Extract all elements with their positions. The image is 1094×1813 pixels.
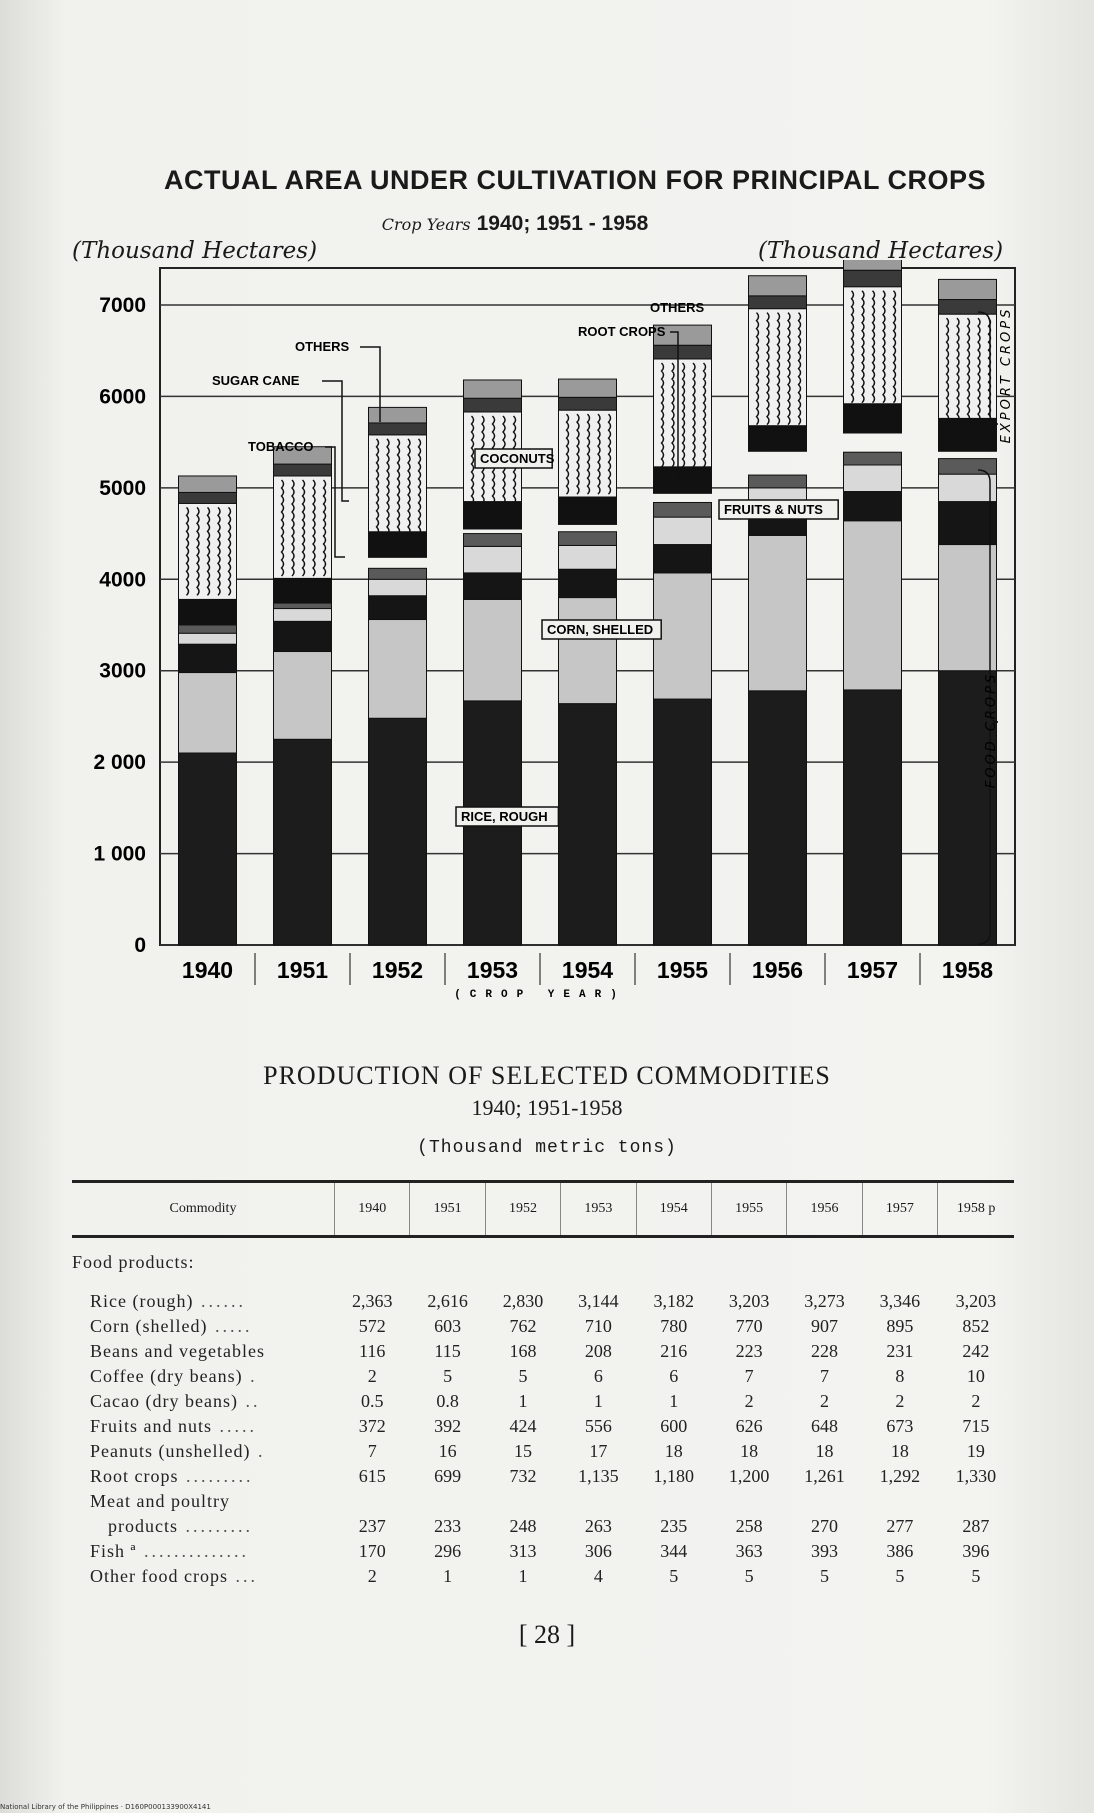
table-cell: 3,273: [804, 1291, 845, 1311]
table-cell: 6: [669, 1366, 679, 1386]
bar-segment: [844, 465, 902, 492]
table-cell: 732: [509, 1466, 537, 1486]
row-label: [72, 1314, 335, 1339]
y-tick-label: 4000: [99, 568, 146, 592]
commodities-unit: (Thousand metric tons): [417, 1138, 677, 1158]
table-cell: 16: [438, 1441, 457, 1461]
table-cell: 852: [962, 1316, 990, 1336]
bar-segment: [369, 579, 427, 595]
table-cell: 2: [895, 1391, 905, 1411]
row-label-text: Fish ª: [90, 1541, 137, 1561]
table-cell: 699: [434, 1466, 462, 1486]
bar-segment: [844, 270, 902, 286]
table-cell: 648: [811, 1416, 839, 1436]
table-cell: [787, 1489, 862, 1514]
bar-segment: [939, 459, 997, 475]
header-year: 1956: [787, 1182, 862, 1237]
table-cell: [561, 1489, 636, 1514]
header-year: 1953: [561, 1182, 636, 1237]
bar-segment: [844, 404, 902, 433]
table-row: [72, 1439, 1014, 1464]
bar-segment: [559, 532, 617, 546]
bar-segment: [179, 633, 237, 644]
annotation-others-export: OTHERS: [295, 339, 350, 354]
table-cell: 673: [886, 1416, 914, 1436]
bar-segment: [749, 426, 807, 452]
export-crops-label: EXPORT CROPS: [999, 306, 1014, 444]
table-cell: 18: [664, 1441, 683, 1461]
x-tick-label: 1954: [561, 957, 614, 983]
table-cell: 17: [589, 1441, 608, 1461]
table-cell: 3,144: [578, 1291, 619, 1311]
chart-subtitle-years: 1940; 1951 - 1958: [476, 212, 649, 235]
bar-segment: [464, 573, 522, 600]
bar-segment: [654, 545, 712, 573]
commodities-years: 1940; 1951-1958: [471, 1095, 623, 1120]
table-cell: 780: [660, 1316, 688, 1336]
table-cell: 396: [962, 1541, 990, 1561]
bar-segment: [464, 502, 522, 529]
table-cell: 392: [434, 1416, 462, 1436]
y-tick-label: 0: [134, 934, 146, 957]
bar-segment: [274, 652, 332, 740]
row-label: [72, 1364, 335, 1389]
table-cell: 1: [443, 1566, 453, 1586]
x-axis-label: (CROP YEAR): [454, 989, 626, 1001]
table-cell: 4: [593, 1566, 603, 1586]
table-cell: 1: [593, 1391, 603, 1411]
annotation-sugar-cane: SUGAR CANE: [212, 373, 300, 388]
table-cell: [410, 1489, 485, 1514]
bar-segment: [464, 398, 522, 412]
table-cell: 5: [744, 1566, 754, 1586]
table-cell: 270: [811, 1516, 839, 1536]
bar-segment: [369, 568, 427, 579]
table-row: [72, 1389, 1014, 1414]
commodities-table: [72, 1180, 1014, 1589]
table-cell: 242: [962, 1341, 990, 1361]
table-cell: 168: [509, 1341, 537, 1361]
table-cell: 18: [890, 1441, 909, 1461]
table-row: [72, 1489, 1014, 1514]
bar-segment: [749, 276, 807, 296]
bar-segment: [369, 532, 427, 558]
x-tick-label: 1956: [751, 957, 804, 983]
row-label-text: Coffee (dry beans): [90, 1366, 243, 1386]
table-cell: 2,363: [351, 1291, 393, 1311]
y-tick-label: 2 000: [93, 751, 146, 775]
table-cell: 2: [820, 1391, 830, 1411]
row-label-text: Other food crops: [90, 1566, 228, 1586]
bar-segment: [559, 598, 617, 704]
x-tick-label: 1952: [371, 957, 424, 983]
row-label: [72, 1339, 335, 1364]
row-label-text: Corn (shelled): [90, 1316, 208, 1336]
table-cell: 1,135: [578, 1466, 619, 1486]
table-cell: 313: [509, 1541, 537, 1561]
annotation-coconuts: COCONUTS: [480, 451, 555, 466]
table-cell: 770: [735, 1316, 763, 1336]
bar-segment: [654, 699, 712, 945]
header-year: 1952: [485, 1182, 560, 1237]
chart-title: ACTUAL AREA UNDER CULTIVATION FOR PRINCIPAL CROPS: [163, 165, 986, 195]
annotation-tobacco: TOBACCO: [248, 439, 314, 454]
crop-area-chart: [60, 260, 1050, 1020]
bar-segment: [369, 620, 427, 719]
table-cell: 372: [358, 1416, 386, 1436]
row-label-text: Root crops: [90, 1466, 179, 1486]
row-leader-dots: .: [242, 1366, 258, 1386]
table-cell: 3,203: [955, 1291, 997, 1311]
y-tick-label: 3000: [99, 659, 146, 683]
bar-segment: [464, 599, 522, 700]
row-label-text: products: [108, 1516, 178, 1536]
table-cell: 7: [820, 1366, 830, 1386]
table-cell: 231: [886, 1341, 914, 1361]
bar-segment: [939, 474, 997, 501]
table-cell: [636, 1489, 711, 1514]
table-cell: 393: [811, 1541, 839, 1561]
bar-segment: [844, 260, 902, 270]
bar-segment: [179, 476, 237, 492]
bar-segment: [939, 279, 997, 299]
table-cell: 5: [820, 1566, 830, 1586]
bar-segment: [844, 521, 902, 690]
table-cell: 18: [815, 1441, 834, 1461]
chart-subtitle: [330, 212, 700, 236]
table-cell: 15: [513, 1441, 532, 1461]
header-year: 1940: [335, 1182, 410, 1237]
table-cell: 5: [518, 1366, 528, 1386]
table-cell: 5: [443, 1366, 453, 1386]
table-cell: 1: [518, 1566, 528, 1586]
bar-segment: [749, 691, 807, 945]
header-year: 1958 p: [938, 1182, 1014, 1237]
table-cell: 306: [584, 1541, 612, 1561]
bar-segment: [749, 296, 807, 309]
annotation-fruits-nuts: FRUITS & NUTS: [724, 502, 823, 517]
row-label: [72, 1439, 335, 1464]
table-cell: 263: [584, 1516, 612, 1536]
bar-segment: [464, 380, 522, 398]
row-label-text: Peanuts (unshelled): [90, 1441, 251, 1461]
table-row: [72, 1289, 1014, 1314]
table-row: [72, 1514, 1014, 1539]
bar-segment: [559, 569, 617, 597]
x-tick-label: 1958: [941, 957, 994, 983]
table-cell: 2: [367, 1366, 377, 1386]
bar-segment: [464, 534, 522, 547]
table-cell: 7: [367, 1441, 377, 1461]
bar-segment: [559, 704, 617, 945]
table-cell: 18: [740, 1441, 759, 1461]
table-cell: 1: [669, 1391, 679, 1411]
bar-segment: [749, 535, 807, 690]
table-cell: 386: [886, 1541, 914, 1561]
annotation-root-crops: ROOT CROPS: [578, 324, 666, 339]
bar-segment: [274, 621, 332, 651]
table-cell: 1,292: [879, 1466, 921, 1486]
bar-segment: [654, 502, 712, 517]
row-label: [72, 1539, 335, 1564]
table-cell: 1,180: [653, 1466, 694, 1486]
row-label: [72, 1289, 335, 1314]
table-cell: 1,330: [955, 1466, 997, 1486]
bar-segment: [939, 545, 997, 671]
bar-segment: [654, 467, 712, 494]
bar-segment: [369, 423, 427, 435]
y-tick-label: 6000: [99, 385, 146, 409]
table-cell: 710: [584, 1316, 612, 1336]
bar-segment: [274, 464, 332, 476]
table-cell: 363: [735, 1541, 763, 1561]
bar-segment: [844, 690, 902, 945]
table-cell: 8: [895, 1366, 905, 1386]
row-label-text: Meat and poultry: [90, 1491, 230, 1511]
bar-segment: [179, 644, 237, 672]
table-cell: 208: [584, 1341, 612, 1361]
table-cell: 5: [971, 1566, 981, 1586]
row-leader-dots: .....: [212, 1416, 258, 1436]
table-cell: 296: [434, 1541, 462, 1561]
row-leader-dots: .....: [207, 1316, 253, 1336]
bar-segment: [274, 609, 332, 622]
table-cell: [335, 1489, 410, 1514]
y-tick-label: 7000: [99, 294, 146, 317]
row-label: [72, 1389, 335, 1414]
table-cell: [711, 1489, 786, 1514]
table-cell: 6: [593, 1366, 603, 1386]
table-cell: 572: [358, 1316, 386, 1336]
commodities-title: PRODUCTION OF SELECTED COMMODITIES: [263, 1061, 831, 1090]
table-cell: [862, 1489, 937, 1514]
table-cell: 223: [735, 1341, 763, 1361]
table-cell: 0.5: [360, 1391, 384, 1411]
bar-segment: [654, 517, 712, 544]
table-row: [72, 1314, 1014, 1339]
unit-left-label: (Thousand Hectares): [72, 238, 318, 264]
bar-segment: [179, 492, 237, 503]
table-row: [72, 1339, 1014, 1364]
table-cell: 3,346: [879, 1291, 921, 1311]
table-cell: 228: [811, 1341, 839, 1361]
bar-segment: [559, 379, 617, 397]
row-label-text: Fruits and nuts: [90, 1416, 213, 1436]
table-cell: 235: [660, 1516, 688, 1536]
table-cell: 237: [358, 1516, 386, 1536]
table-cell: 10: [966, 1366, 985, 1386]
table-cell: 344: [660, 1541, 688, 1561]
table-cell: 762: [509, 1316, 537, 1336]
bar-segment: [654, 345, 712, 359]
table-cell: 5: [895, 1566, 905, 1586]
table-cell: 5: [669, 1566, 679, 1586]
row-leader-dots: ..: [237, 1391, 261, 1411]
table-cell: 287: [962, 1516, 990, 1536]
bar-segment: [464, 546, 522, 573]
table-cell: 3,203: [728, 1291, 770, 1311]
table-cell: 603: [434, 1316, 462, 1336]
x-tick-label: 1953: [466, 957, 519, 983]
bar-segment: [179, 503, 237, 599]
bar-segment: [844, 452, 902, 465]
row-label: [72, 1564, 335, 1589]
table-cell: [938, 1489, 1014, 1514]
table-cell: 248: [509, 1516, 537, 1536]
row-leader-dots: ......: [193, 1291, 246, 1311]
table-cell: 715: [962, 1416, 990, 1436]
header-year: 1957: [862, 1182, 937, 1237]
table-cell: 115: [434, 1341, 461, 1361]
section-label: Food products:: [72, 1252, 195, 1272]
table-cell: 7: [744, 1366, 754, 1386]
page-number: [ 28 ]: [518, 1620, 576, 1649]
table-cell: 615: [358, 1466, 386, 1486]
table-cell: 600: [660, 1416, 688, 1436]
bar-segment: [939, 300, 997, 315]
table-cell: 170: [358, 1541, 386, 1561]
bar-segment: [654, 573, 712, 699]
bar-segment: [179, 599, 237, 625]
table-cell: 258: [735, 1516, 763, 1536]
table-cell: 2,830: [502, 1291, 544, 1311]
bar-segment: [179, 673, 237, 753]
bar-segment: [559, 545, 617, 569]
row-leader-dots: ...: [227, 1566, 258, 1586]
header-year: 1954: [636, 1182, 711, 1237]
table-cell: 556: [584, 1416, 612, 1436]
table-cell: 233: [434, 1516, 462, 1536]
y-tick-label: 1 000: [93, 842, 146, 866]
table-row: [72, 1564, 1014, 1589]
row-label: [72, 1414, 335, 1439]
row-label: [72, 1464, 335, 1489]
row-label-text: Rice (rough): [90, 1291, 194, 1311]
bar-segment: [274, 739, 332, 945]
table-cell: [485, 1489, 560, 1514]
y-tick-label: 5000: [99, 476, 146, 500]
annotation-others-food: OTHERS: [650, 300, 705, 315]
footer-mark: National Library of the Philippines · D160P000133900X4141: [0, 1803, 211, 1811]
table-cell: 2: [744, 1391, 754, 1411]
table-body: [72, 1237, 1014, 1590]
table-row: [72, 1464, 1014, 1489]
bar-segment: [939, 418, 997, 451]
table-cell: 895: [886, 1316, 914, 1336]
table-row: [72, 1539, 1014, 1564]
table-cell: 2: [971, 1391, 981, 1411]
bar-segment: [749, 475, 807, 488]
bar-segment: [559, 397, 617, 410]
table-cell: 2: [367, 1566, 377, 1586]
table-cell: 0.8: [436, 1391, 459, 1411]
row-leader-dots: .........: [178, 1516, 253, 1536]
row-leader-dots: ..............: [136, 1541, 249, 1561]
table-header-row: [72, 1182, 1014, 1237]
header-commodity: Commodity: [72, 1182, 335, 1237]
bar-segment: [559, 497, 617, 524]
row-leader-dots: .: [250, 1441, 266, 1461]
x-tick-label: 1955: [656, 957, 709, 983]
row-label: [72, 1489, 335, 1514]
row-label-text: Cacao (dry beans): [90, 1391, 238, 1411]
row-label: [72, 1514, 335, 1539]
header-year: 1955: [711, 1182, 786, 1237]
bar-segment: [179, 753, 237, 945]
table-cell: 1,261: [804, 1466, 845, 1486]
table-row: [72, 1414, 1014, 1439]
table-cell: 424: [509, 1416, 537, 1436]
bar-segment: [939, 502, 997, 545]
chart-subtitle-hand: Crop Years: [381, 215, 471, 234]
bar-segment: [844, 492, 902, 521]
header-year: 1951: [410, 1182, 485, 1237]
bar-segment: [369, 718, 427, 945]
x-tick-label: 1940: [181, 957, 234, 983]
food-crops-label: FOOD CROPS: [984, 671, 999, 789]
x-tick-label: 1951: [276, 957, 329, 983]
table-cell: 116: [359, 1341, 386, 1361]
bar-segment: [369, 407, 427, 423]
table-cell: 1,200: [728, 1466, 770, 1486]
row-leader-dots: .........: [178, 1466, 254, 1486]
section-row: [72, 1237, 1014, 1290]
bar-segment: [369, 596, 427, 620]
table-cell: 2,616: [427, 1291, 468, 1311]
table-cell: 626: [735, 1416, 763, 1436]
bar-segment: [274, 578, 332, 603]
table-cell: 19: [966, 1441, 985, 1461]
table-row: [72, 1364, 1014, 1389]
annotation-corn: CORN, SHELLED: [547, 622, 654, 637]
table-cell: 216: [660, 1341, 688, 1361]
annotation-rice: RICE, ROUGH: [461, 809, 548, 824]
table-cell: 907: [811, 1316, 839, 1336]
table-cell: 277: [886, 1516, 914, 1536]
x-tick-label: 1957: [846, 957, 899, 983]
table-cell: 1: [518, 1391, 528, 1411]
row-label-text: Beans and vegetables: [90, 1341, 265, 1361]
unit-right-label: (Thousand Hectares): [758, 238, 1004, 264]
table-cell: 3,182: [653, 1291, 694, 1311]
